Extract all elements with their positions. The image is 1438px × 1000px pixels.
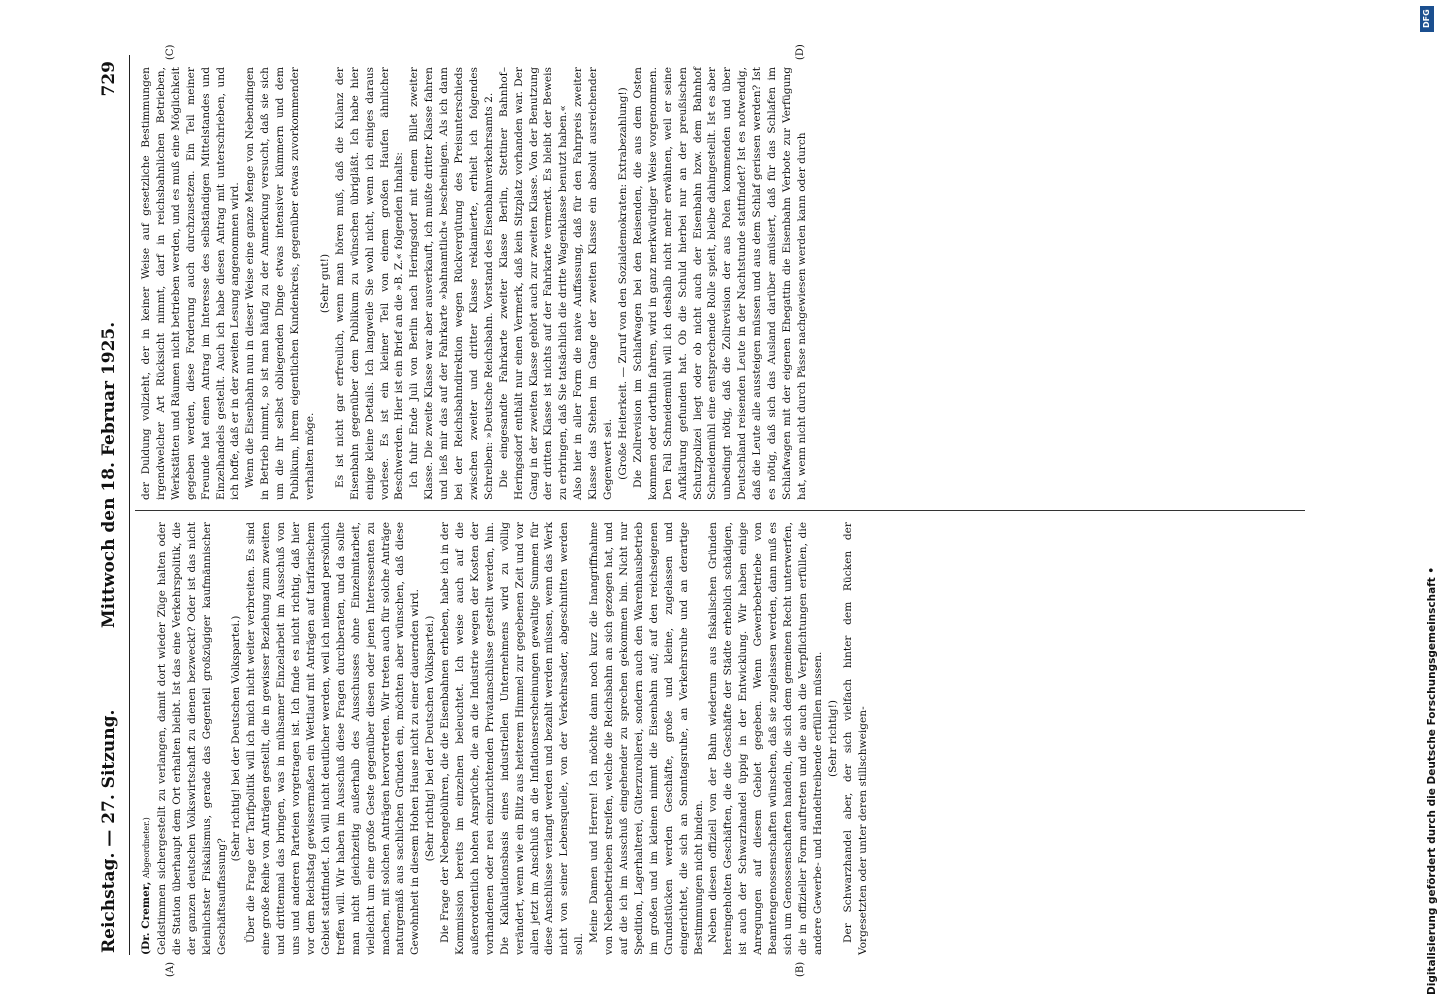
page-header [95,55,130,955]
paragraph: Also hier in aller Form die naive Auffassung, daß für den Fahrpreis zweiter Klasse das Stehen im Gange der zweiten Klasse ein absolut ausreichender Gegenwert sei. [572,67,615,500]
right-column [139,67,810,500]
margin-marker-c: (C) [165,44,176,60]
header-date: Mittwoch den 18. Februar 1925. [99,321,119,629]
paragraph: Wenn die Eisenbahn nun in dieser Weise eine ganze Menge von Nebendingen in Betrieb nimmt, so ist man häufig zu der Anmerkung versucht, daß sie sich um die ihr selbst obliegenden Dinge etwas intensiver kümmern und dem Publikum, ihrem eigentlichen Kundenkreis, gegenüber etwas zuvorkommender verhalten möge. [244,67,316,500]
paragraph: Es ist nicht gar erfreulich, wenn man hören muß, daß die Kulanz der Eisenbahn gegenüber dem Publikum zu wünschen übrigläßt. Ich habe hier einige kleine Details. Ich langweile Sie wohl nicht, wenn ich einiges daraus vorlese. Es ist ein kleiner Teil von einem großen Haufen ähnlicher Beschwerden. Hier ist ein Brief an die »B. Z.« folgenden Inhalts: [333,67,406,500]
interjection: (Sehr richtig! bei der Deutschen Volkspartei.) [424,615,437,862]
interjection: (Sehr gut!) [318,253,331,314]
quoted-letter: Die eingesandte Fahrkarte zweiter Klasse Berlin, Stettiner Bahnhof–Heringsdorf enthält nur einen Vermerk, daß kein Sitzplatz vorhanden war. Der Gang in der zweiten Klasse gehört auch zur zweiten Klasse. Von der Benutzung der dritten Klasse ist nichts auf der Fahrkarte vermerkt. Es bleibt der Beweis zu erbringen, daß Sie tatsächlich die dritte Wagenklasse benutzt haben.« [497,67,570,500]
paragraph: Geldstimmen sichergestellt zu verlangen, damit dort wieder Züge halten oder die Station überhaupt dem Ort erhalten bleibt. Ist das eine Verkehrspolitik, die der ganzen deutschen Volkswirtschaft zu dienen bezweckt? Oder ist das nicht kleinlichster Fiskalismus, gerade das Gegenteil großzügiger kaufmännischer Geschäftsauffassung? [155,522,228,955]
margin-marker-b: (B) [795,961,806,977]
dfg-logo: DFG [1420,6,1434,32]
paragraph: Über die Frage der Tarifpolitik will ich mich nicht weiter verbreiten. Es sind eine große Reihe von Anträgen gestellt, die in gewisser Beziehung zum zweiten und drittenmal das bringen, was in mühsamer Einzelarbeit im Ausschuß von uns und anderen Parteien vorgetragen ist. Ich finde es nicht richtig, daß hier vor dem Reichstag gewissermaßen ein Wettlauf mit Anträgen auf tarifarischem Gebiet stattfindet. Ich will nicht deutlicher werden, weil ich niemand persönlich treffen will. Wir haben im Ausschuß diese Fragen durchberaten, und da sollte man nicht gleichzeitig außerhalb des Ausschusses ohne Einzelmitarbeit, vielleicht um eine große Geste gegenüber diesen oder jenen Interessenten zu machen, mit solchen Anträgen hervortreten. Wir treten auch für solche Anträge naturgemäß aus sachlichen Gründen ein, möchten aber wünschen, daß diese Gewohnheit in diesem Hohen Hause nicht zu einer dauernden wird. [245,522,422,955]
quoted-letter: Ich fuhr Ende Juli von Berlin nach Heringsdorf mit einem Billet zweiter Klasse. Die zweite Klasse war aber ausverkauft, ich mußte dritter Klasse fahren und ließ mir das auf der Fahrkarte »bahnamtlich« bescheinigen. Als ich dann bei der Reichsbahndirektion wegen Rückvergütung des Preisunterschieds zwischen zweiter und dritter Klasse reklamierte, erhielt ich folgendes Schreiben: »Deutsche Reichsbahn. Vorstand des Eisenbahnverkehrsamts 2. [408,67,495,500]
paragraph: Neben diesen offiziell von der Bahn wiederum aus fiskalischen Gründen hereingeholten Geschäften, die die Geschäfte der Städte erheblich schädigen, ist auch der Schwarzhandel üppig in der Entwicklung. Wir haben einige Anregungen auf diesem Gebiet gegeben. Wenn Gewerbebetriebe von Beamtengenossenschaften wünschen, daß sie zugelassen werden, dann muß es sich um Genossenschaften handeln, die sich dem gemeinen Recht unterwerfen, die in offizieller Form auftreten und die auch die Verpflichtungen erfüllen, die andere Gewerbe- und Handeltreibende erfüllen müssen. [707,522,824,955]
speaker-line [139,522,155,955]
paragraph: Der Schwarzhandel aber, der sich vielfach hinter dem Rücken der Vorgesetzten oder unter deren stillschweigen- [841,522,869,955]
speaker-name: (Dr. Cremer, [140,881,152,955]
page-number: 729 [99,61,119,97]
rotated-page [95,44,1325,977]
margin-marker-d: (D) [795,44,806,60]
margin-marker-a: (A) [165,961,176,977]
interjection: (Sehr richtig! bei der Deutschen Volkspartei.) [230,615,243,862]
paragraph: Die Zollrevision im Schlafwagen bei den Reisenden, die aus dem Osten kommen oder dorthin fahren, wird in ganz merkwürdiger Weise vorgenommen. Den Fall Schneidemühl will ich deshalb nicht mehr erwähnen, weil er seine Aufklärung gefunden hat. Ob die Schuld hierbei nur an der preußischen Schutzpolizei liegt oder ob nicht auch der Eisenbahn bzw. dem Bahnhof Schneidemühl eine entsprechende Rolle spielt, bleibe dahingestellt. Ist es aber unbedingt nötig, daß die Zollrevision der aus Polen kommenden und über Deutschland reisenden Leute in der Nachtstunde stattfindet? Ist es notwendig, daß die Leute alle aussteigen müssen und aus dem Schlaf gerissen werden? Ist es nötig, daß sich das Ausland darüber amüsiert, daß für das Schlafen im Schlafwagen mit der eigenen Ehegattin die Eisenbahn Verbote zur Verfügung hat, wenn nicht durch Pässe nachgewiesen werden kann oder durch [631,67,808,500]
interjection: (Sehr richtig!) [826,700,839,777]
speaker-role: Abgeordneter.) [142,817,151,879]
interjection: (Große Heiterkeit. — Zuruf von den Sozialdemokraten: Extrabezahlung!) [617,87,629,480]
paragraph: Meine Damen und Herren! Ich möchte dann noch kurz die Inangriffnahme von Nebenbetrieben streifen, welche die Reichsbahn an sich gezogen hat, und auf die ich im Ausschuß eingehender zu sprechen gekommen bin. Nicht nur Spedition, Lagerhalterei, Güterzurollerei, sondern auch den Warenhausbetrieb im großen und im kleinen nimmt die Eisenbahn auf; auf den reichseigenen Grundstücken werden Geschäfte, große und kleine, zugelassen und eingerichtet, die sich an Sonntagsruhe, an Verkehrsruhe und an derartige Bestimmungen nicht binden. [588,522,705,955]
digitization-credit: Digitalisierung gefördert durch die Deutsche Forschungsgemeinschaft • [1426,566,1438,995]
paragraph: der Duldung vollzieht, der in keiner Weise auf gesetzliche Bestimmungen irgendwelcher Art Rücksicht nimmt, darf in reichsbahnlichen Betrieben, Werkstätten und Räumen nicht betrieben werden, und es muß eine Möglichkeit gegeben werden, diese Forderung auch durchzusetzen. Ein Teil meiner Freunde hat einen Antrag im Interesse des selbständigen Mittelstandes und Einzelhandels gestellt. Auch ich habe diesen Antrag mit unterschrieben, und ich hoffe, daß er in der zweiten Lesung angenommen wird. [140,67,242,500]
column-divider [135,510,1305,511]
credit-strip [1418,10,1438,995]
left-column [139,522,870,955]
paragraph: Die Frage der Nebengebühren, die die Eisenbahnen erheben, habe ich in der Kommission bereits im einzelnen beleuchtet. Ich weise auch auf die außerordentlich hohen Ansprüche, die an die Industrie wegen der Kosten der vorhandenen oder neu einzurichtenden Privatanschlüsse gestellt werden, hin. Die Kalkulationsbasis eines industriellen Unternehmens wird zu völlig verändert, wenn wie ein Blitz aus heiterem Himmel zur gegebenen Zeit und vor allen jetzt im Anschluß an die Inflationserscheinungen gewaltige Summen für diese Anschlüsse verlangt werden und bezahlt werden müssen, wenn das Werk nicht von seiner Lebensquelle, von der Verkehrsader, abgeschnitten werden soll. [439,522,586,955]
header-session: Reichstag. — 27. Sitzung. [99,709,119,953]
